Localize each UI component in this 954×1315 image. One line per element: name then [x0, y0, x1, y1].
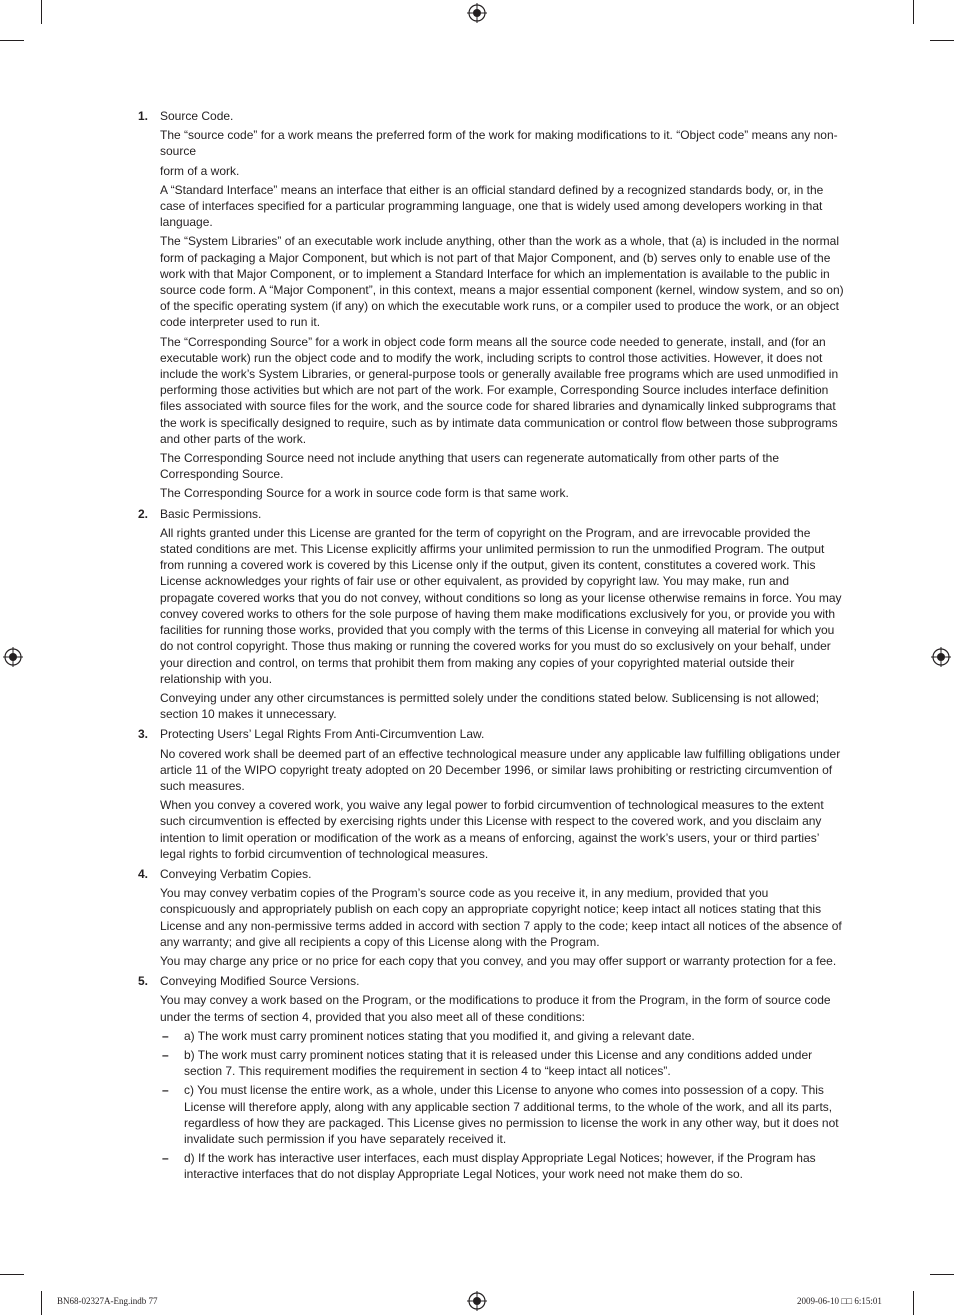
- crop-mark-top-left-horizontal: [0, 40, 24, 41]
- registration-target-icon: [467, 3, 487, 23]
- section-title: Conveying Modified Source Versions.: [160, 974, 360, 989]
- dash-bullet: –: [162, 1151, 169, 1166]
- license-text: [133, 108, 845, 1187]
- paragraph: No covered work shall be deemed part of an effective technological measure under any applicable law fulfilling obligations under article 11 of the WIPO copyright treaty adopted on 20 December 1996, or similar laws prohibiting or restricting circumvention of such measures.: [160, 746, 841, 793]
- paragraph: The “source code” for a work means the preferred form of the work for making modifications to it. “Object code” means any non-source: [160, 128, 838, 159]
- paragraph: You may convey verbatim copies of the Program’s source code as you receive it, in any medium, provided that you conspicuously and appropriately publish on each copy an appropriate copyright notice; keep intact all notices stating that this License and any non-permissive terms added in accord with section 7 apply to the code; keep intact all notices of the absence of any warranty; and give all recipients a copy of this License along with the Program.: [160, 886, 842, 949]
- section-modified-source: [133, 973, 845, 1182]
- section-number: 4.: [138, 866, 149, 881]
- paragraph: The Corresponding Source for a work in source code form is that same work.: [160, 486, 569, 501]
- section-heading: [133, 726, 845, 742]
- dash-bullet: –: [162, 1047, 169, 1062]
- paragraph: The “System Libraries” of an executable work include anything, other than the work as a whole, that (a) is included in the normal form of packaging a Major Component, but which is not part of that Major Component, and (b) serves only to enable use of the work with that Major Component, or to implement a Standard Interface for which an implementation is available to the public in source code form. A “Major Component”, in this context, means a major essential component (kernel, window system, and so on) of the specific operating system (if any) on which the executable work runs, or a compiler used to produce the work, or an object code interpreter used to run it.: [160, 234, 844, 330]
- registration-target-icon: [467, 1291, 487, 1311]
- registration-target-icon: [3, 647, 23, 667]
- section-heading: [133, 108, 845, 124]
- list-item: [133, 1028, 845, 1044]
- section-verbatim-copies: [133, 866, 845, 969]
- section-anti-circumvention: [133, 726, 845, 862]
- crop-mark-bottom-left: [41, 1291, 42, 1315]
- list-item-text: b) The work must carry prominent notices stating that it is released under this License and any conditions added under section 7. This requirement modifies the requirement in section 4 to “keep intact all notices”.: [184, 1047, 813, 1079]
- section-title: Conveying Verbatim Copies.: [160, 866, 312, 881]
- paragraph: form of a work.: [160, 163, 240, 178]
- list-item-text: d) If the work has interactive user interfaces, each must display Appropriate Legal Notices; however, if the Program has interactive interfaces that do not display Appropriate Legal Notices, your work need not make them do so.: [184, 1151, 816, 1182]
- section-heading: [133, 506, 845, 522]
- dash-bullet: –: [162, 1083, 169, 1098]
- paragraph: The Corresponding Source need not include anything that users can regenerate automatically from other parts of the Corresponding Source.: [160, 451, 780, 482]
- list-item-text: c) You must license the entire work, as a whole, under this License to anyone who comes into possession of a copy. This License will therefore apply, along with any applicable section 7 additional terms, to the whole of the work, and all its parts, regardless of how they are packaged. This License gives no permission to license the work in any other way, but it does not invalidate such permission if you have separately received it.: [184, 1083, 839, 1146]
- crop-mark-bottom-left-horizontal: [0, 1274, 24, 1275]
- footer-timestamp: 2009-06-10 □□ 6:15:01: [797, 1296, 882, 1306]
- crop-mark-top-left: [41, 0, 42, 24]
- section-source-code: [133, 108, 845, 502]
- paragraph: When you convey a covered work, you waive any legal power to forbid circumvention of technological measures to the extent such circumvention is effected by exercising rights under this License with respect to the covered work, and you disclaim any intention to limit operation or modification of the work as a means of enforcing, against the work’s users, your or third parties’ legal rights to forbid circumvention of technological measures.: [160, 798, 824, 861]
- list-item-text: a) The work must carry prominent notices stating that you modified it, and giving a relevant date.: [184, 1028, 695, 1043]
- section-title: Protecting Users’ Legal Rights From Anti-Circumvention Law.: [160, 727, 485, 742]
- paragraph: The “Corresponding Source” for a work in object code form means all the source code needed to generate, install, and (for an executable work) run the object code and to modify the work, including scripts to control those activities. However, it does not include the work’s System Libraries, or general-purpose tools or generally available free programs which are used unmodified in performing those activities but which are not part of the work. For example, Corresponding Source includes interface definition files associated with source files for the work, and the source code for shared libraries and dynamically linked subprograms that the work is specifically designed to require, such as by intimate data communication or control flow between those subprograms and other parts of the work.: [160, 334, 839, 446]
- footer-file-name: BN68-02327A-Eng.indb 77: [57, 1296, 158, 1306]
- section-number: 3.: [138, 727, 149, 742]
- crop-mark-top-right-horizontal: [930, 40, 954, 41]
- crop-mark-top-right: [913, 0, 914, 24]
- list-item: [133, 1150, 845, 1182]
- paragraph: You may charge any price or no price for each copy that you convey, and you may offer support or warranty protection for a fee.: [160, 953, 837, 968]
- section-title: Source Code.: [160, 109, 234, 123]
- section-basic-permissions: [133, 506, 845, 723]
- crop-mark-bottom-right: [913, 1291, 914, 1315]
- section-number: 5.: [138, 974, 149, 989]
- section-heading: [133, 866, 845, 882]
- paragraph: Conveying under any other circumstances is permitted solely under the conditions stated below. Sublicensing is not allowed; section 10 makes it unnecessary.: [160, 690, 820, 722]
- crop-mark-bottom-right-horizontal: [930, 1274, 954, 1275]
- section-heading: [133, 973, 845, 989]
- dash-bullet: –: [162, 1028, 169, 1043]
- section-title: Basic Permissions.: [160, 506, 262, 521]
- list-item: [133, 1082, 845, 1147]
- registration-target-icon: [931, 647, 951, 667]
- list-item: [133, 1047, 845, 1079]
- section-number: 1.: [138, 109, 149, 123]
- paragraph: A “Standard Interface” means an interface that either is an official standard defined by a recognized standards body, or, in the case of interfaces specified for a particular programming language, one that is widely used among developers working in that language.: [160, 182, 824, 230]
- paragraph: You may convey a work based on the Program, or the modifications to produce it from the Program, in the form of source code under the terms of section 4, provided that you also meet all of these conditions:: [160, 993, 831, 1024]
- paragraph: All rights granted under this License are granted for the term of copyright on the Program, and are irrevocable provided the stated conditions are met. This License explicitly affirms your unlimited permission to run the unmodified Program. The output from running a covered work is covered by this License only if the output, given its content, constitutes a covered work. This License acknowledges your rights of fair use or other equivalent, as provided by copyright law. You may make, run and propagate covered works that you do not convey, without conditions so long as your license otherwise remains in force. You may convey covered works to others for the sole purpose of having them make modifications exclusively for you, or provide you with facilities for running those works, provided that you comply with the terms of this License in conveying all material for which you do not control copyright. Those thus making or running the covered works for you must do so exclusively on your behalf, under your direction and control, on terms that prohibit them from making any copies of your copyrighted material outside their relationship with you.: [160, 525, 842, 686]
- section-number: 2.: [138, 506, 149, 521]
